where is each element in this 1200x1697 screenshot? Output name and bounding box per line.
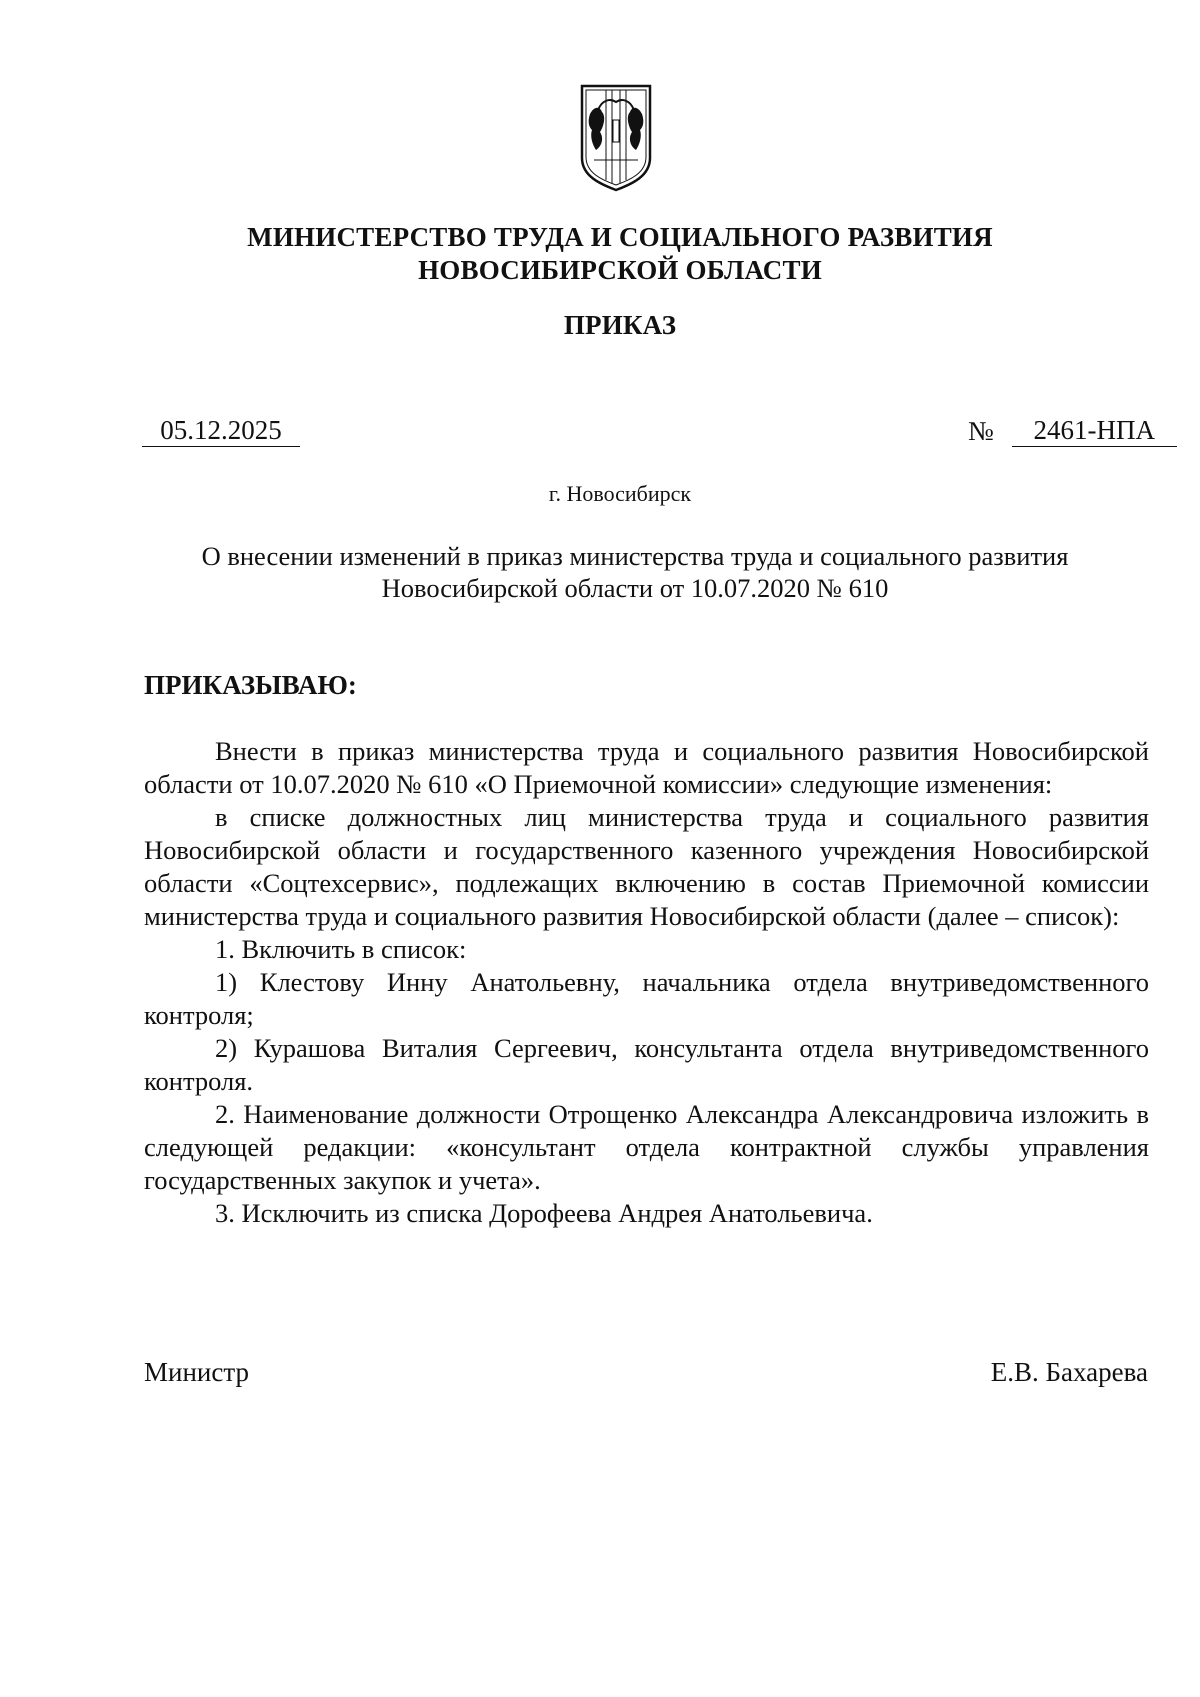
order-body: [144, 735, 1149, 1230]
order-date: 05.12.2025: [142, 414, 300, 447]
order-number: 2461-НПА: [1012, 414, 1177, 447]
organization-name-line-1: МИНИСТЕРСТВО ТРУДА И СОЦИАЛЬНОГО РАЗВИТИЯ: [247, 222, 993, 252]
body-paragraph: Внести в приказ министерства труда и социального развития Новосибирской области от 10.07.2020 № 610 «О Приемочной комиссии» следующие изменения:: [144, 736, 1149, 799]
body-paragraph: 3. Исключить из списка Дорофеева Андрея Анатольевича.: [215, 1198, 873, 1228]
order-subject-line-1: О внесении изменений в приказ министерства труда и социального развития: [201, 541, 1069, 571]
order-directive: ПРИКАЗЫВАЮ:: [144, 670, 357, 700]
body-paragraph: 1. Включить в список:: [215, 934, 467, 964]
number-sign: №: [968, 416, 994, 446]
organization-name-line-2: НОВОСИБИРСКОЙ ОБЛАСТИ: [418, 255, 822, 285]
signatory-name: Е.В. Бахарева: [990, 1357, 1148, 1387]
body-paragraph: 2. Наименование должности Отрощенко Александра Александровича изложить в следующей редакции: «консультант отдела контрактной службы управления государственных закупок и учета».: [144, 1099, 1149, 1195]
body-paragraph: в списке должностных лиц министерства труда и социального развития Новосибирской области и государственного казенного учреждения Новосибирской области «Соцтехсервис», подлежащих включению в состав Приемочной комиссии министерства труда и социального развития Новосибирской области (далее – список):: [144, 802, 1149, 931]
city: г. Новосибирск: [548, 481, 692, 506]
order-subject: [150, 540, 1120, 604]
body-paragraph: 2) Курашова Виталия Сергеевич, консультанта отдела внутриведомственного контроля.: [144, 1033, 1149, 1096]
body-paragraph: 1) Клестову Инну Анатольевну, начальника отдела внутриведомственного контроля;: [144, 967, 1149, 1030]
order-subject-line-2: Новосибирской области от 10.07.2020 № 610: [381, 573, 889, 603]
coat-of-arms-icon: [576, 80, 656, 192]
order-number-block: [968, 414, 1177, 447]
signatory-title: Министр: [144, 1357, 249, 1387]
document-type: ПРИКАЗ: [563, 310, 677, 340]
